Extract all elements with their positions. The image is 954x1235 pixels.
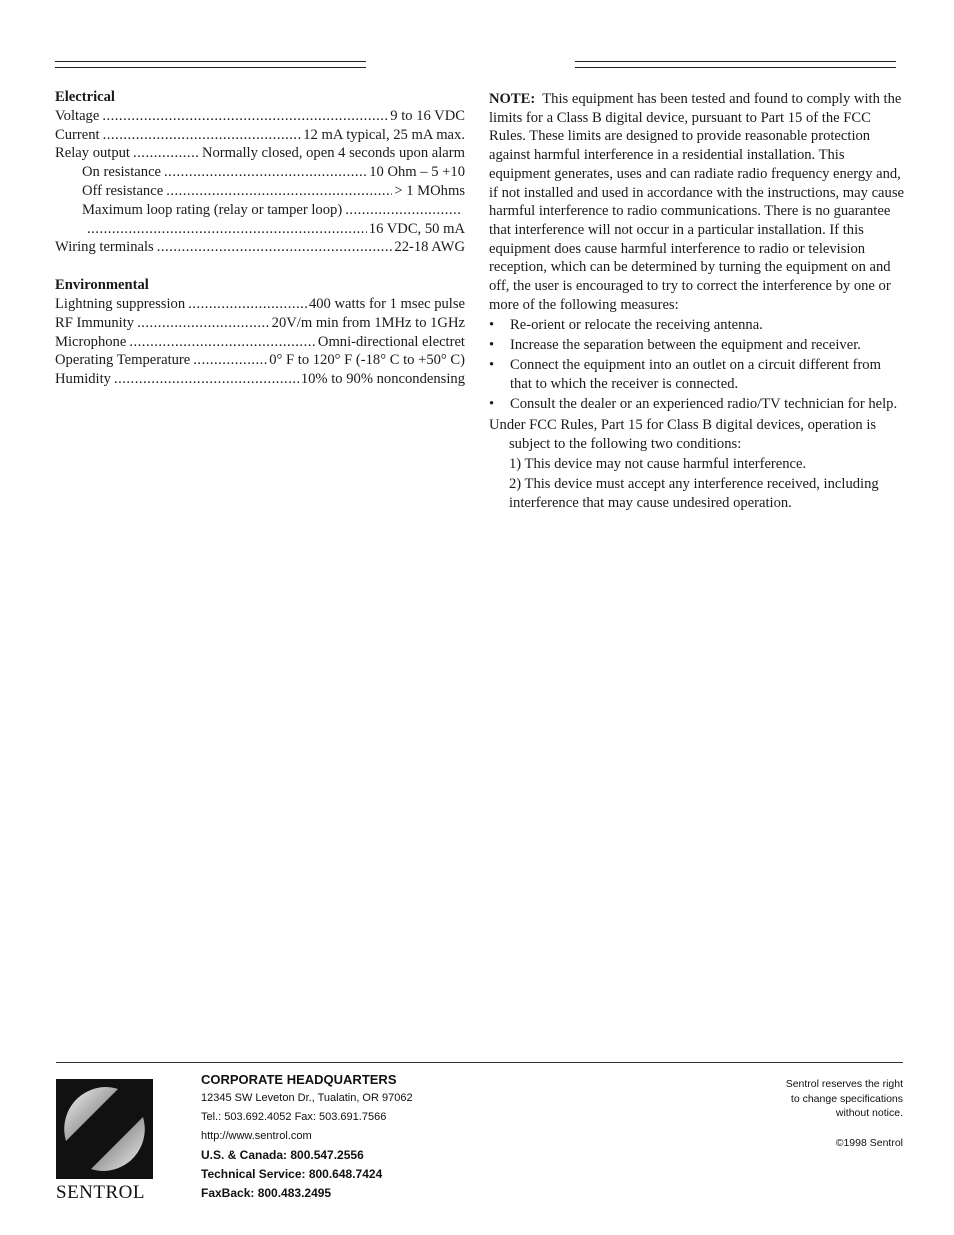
note-label: NOTE: xyxy=(489,91,536,107)
spec-humidity: Humidity ..... 10% to 90% noncondensing xyxy=(55,370,465,389)
bullet-icon: • xyxy=(489,357,495,374)
specifications-notice xyxy=(786,1077,903,1150)
measure-item: • Consult the dealer or an experienced radio/TV technician for help. xyxy=(489,396,898,413)
spec-max-loop-label: Maximum loop rating (relay or tamper loop) ..... xyxy=(55,201,465,220)
environmental-heading: Environmental xyxy=(55,277,149,294)
electrical-heading: Electrical xyxy=(55,89,115,105)
note-text: This equipment has been tested and found to comply with the limits for a Class B digital device, pursuant to Part 15 of the FCC Rules. These limits are designed to provide reasonable protection against harmful interference in a residential installation. This equipment generates, uses and can radiate radio frequency energy and, if not installed and used in accordance with the instructions, may cause harmful interference to radio communications. There is no guarantee that interference will not occur in a particular installation. If this equipment does cause harmful interference to radio or television reception, which can be determined by turning the equipment on and off, the user is encouraged to try to correct the interference by one or more of the following measures: xyxy=(489,91,904,313)
bullet-icon: • xyxy=(489,337,495,354)
hq-faxback: FaxBack: 800.483.2495 xyxy=(201,1186,332,1200)
fcc-notice-column xyxy=(489,90,905,512)
notice-line: Sentrol reserves the right xyxy=(785,1078,903,1090)
fcc-note-paragraph xyxy=(489,90,905,314)
header-rule-left xyxy=(55,61,366,68)
condition-item: 1) This device may not cause harmful interference. xyxy=(509,455,807,472)
logo-wordmark: SENTROL xyxy=(56,1182,145,1203)
measure-item: • Connect the equipment into an outlet on a circuit different from that to which the receiver is connected. xyxy=(489,357,881,393)
spec-wiring-terminals: Wiring terminals ..... 22-18 AWG xyxy=(55,238,465,257)
hq-website: http://www.sentrol.com xyxy=(201,1130,312,1142)
footer-rule xyxy=(56,1062,903,1063)
logo-emblem-icon xyxy=(56,1079,153,1179)
bullet-icon: • xyxy=(489,316,495,333)
spec-microphone: Microphone ..... Omni-directional electret xyxy=(55,333,465,352)
fcc-rules-paragraph: Under FCC Rules, Part 15 for Class B digital devices, operation is subject to the following two conditions: xyxy=(489,416,877,452)
condition-item: 2) This device must accept any interference received, including interference that may cause undesired operation. xyxy=(509,476,879,511)
spec-operating-temperature: Operating Temperature ..... 0° F to 120° F (-18° C to +50° C) xyxy=(55,351,465,370)
hq-us-canada: U.S. & Canada: 800.547.2556 xyxy=(201,1148,364,1162)
notice-line: without notice. xyxy=(835,1107,903,1119)
specifications-column xyxy=(55,88,465,389)
sentrol-logo xyxy=(56,1079,153,1204)
notice-line: to change specifications xyxy=(790,1092,903,1105)
corporate-headquarters-block xyxy=(201,1071,413,1203)
hq-heading: CORPORATE HEADQUARTERS xyxy=(201,1072,397,1087)
header-rule-right xyxy=(575,61,896,68)
sentrol-logo-mark xyxy=(56,1079,153,1179)
spec-lightning: Lightning suppression ..... 400 watts for 1 msec pulse xyxy=(55,295,465,314)
spec-rf-immunity: RF Immunity ..... 20V/m min from 1MHz to 1GHz xyxy=(55,314,465,333)
copyright: ©1998 Sentrol xyxy=(835,1136,903,1149)
measure-item: • Re-orient or relocate the receiving antenna. xyxy=(489,316,763,333)
spec-on-resistance: On resistance ..... 10 Ohm – 5 +10 xyxy=(55,163,465,182)
spec-voltage: Voltage ..... 9 to 16 VDC xyxy=(55,107,465,126)
spec-max-loop-value: ..... 16 VDC, 50 mA xyxy=(55,220,465,239)
bullet-icon: • xyxy=(489,396,495,413)
hq-address: 12345 SW Leveton Dr., Tualatin, OR 97062 xyxy=(201,1092,413,1104)
measure-item: • Increase the separation between the equipment and receiver. xyxy=(489,337,861,354)
spec-current: Current ..... 12 mA typical, 25 mA max. xyxy=(55,126,465,145)
spec-relay-output: Relay output ..... Normally closed, open 4 seconds upon alarm xyxy=(55,144,465,163)
spec-off-resistance: Off resistance ..... > 1 MOhms xyxy=(55,182,465,201)
hq-technical-service: Technical Service: 800.648.7424 xyxy=(201,1167,383,1181)
hq-phone-fax: Tel.: 503.692.4052 Fax: 503.691.7566 xyxy=(201,1111,387,1123)
